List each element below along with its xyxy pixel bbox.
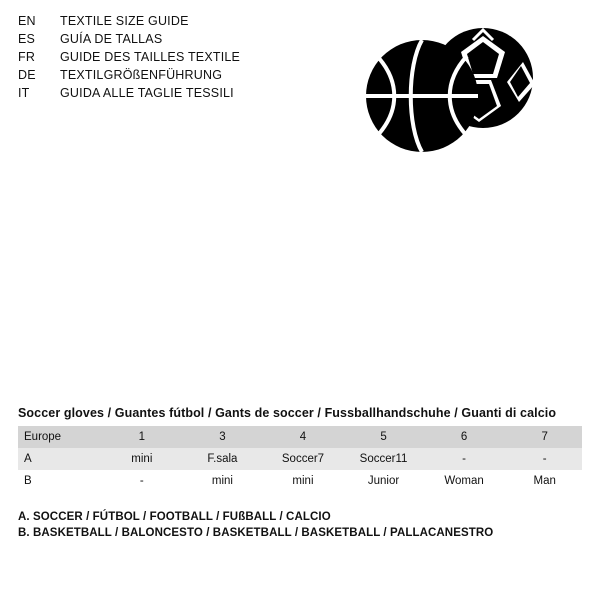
language-row (18, 50, 348, 68)
size-table-title: Soccer gloves / Guantes fútbol / Gants de soccer / Fussballhandschuhe / Guanti di calcio (18, 406, 557, 420)
table-cell: 3 (179, 426, 260, 448)
table-cell: - (501, 448, 582, 470)
table-cell: 5 (340, 426, 421, 448)
size-table (18, 426, 582, 492)
language-row (18, 14, 348, 32)
table-cell: Europe (18, 426, 99, 448)
table-cell: Woman (421, 470, 502, 492)
balls-illustration (355, 26, 555, 166)
table-cell: B (18, 470, 99, 492)
language-label: TEXTILE SIZE GUIDE (60, 14, 189, 28)
language-row (18, 68, 348, 86)
language-code: EN (18, 14, 36, 28)
table-cell: - (99, 470, 180, 492)
table-cell: F.sala (179, 448, 260, 470)
table-row (18, 448, 582, 470)
table-cell: Soccer7 (260, 448, 341, 470)
table-row (18, 470, 582, 492)
language-label: GUIDA ALLE TAGLIE TESSILI (60, 86, 234, 100)
table-cell: Soccer11 (340, 448, 421, 470)
footnotes (18, 509, 582, 541)
language-code: DE (18, 68, 36, 82)
table-cell: A (18, 448, 99, 470)
size-table-section (18, 406, 582, 492)
table-cell: 4 (260, 426, 341, 448)
language-code: FR (18, 50, 36, 64)
table-cell: mini (260, 470, 341, 492)
table-cell: 6 (421, 426, 502, 448)
table-cell: Junior (340, 470, 421, 492)
language-label: GUÍA DE TALLAS (60, 32, 163, 46)
language-label: TEXTILGRÖßENFÜHRUNG (60, 68, 223, 82)
table-cell: 1 (99, 426, 180, 448)
language-legend (18, 14, 348, 104)
table-cell: 7 (501, 426, 582, 448)
language-label: GUIDE DES TAILLES TEXTILE (60, 50, 241, 64)
language-code: ES (18, 32, 36, 46)
language-code: IT (18, 86, 30, 100)
table-cell: Man (501, 470, 582, 492)
basketball-icon (366, 40, 478, 152)
footnote-a: A. SOCCER / FÚTBOL / FOOTBALL / FUßBALL / CALCIO (18, 511, 331, 523)
table-cell: - (421, 448, 502, 470)
language-row (18, 86, 348, 104)
table-row-header (18, 426, 582, 448)
table-cell: mini (179, 470, 260, 492)
footnote-b: B. BASKETBALL / BALONCESTO / BASKETBALL / BASKETBALL / PALLACANESTRO (18, 527, 494, 539)
language-row (18, 32, 348, 50)
table-cell: mini (99, 448, 180, 470)
